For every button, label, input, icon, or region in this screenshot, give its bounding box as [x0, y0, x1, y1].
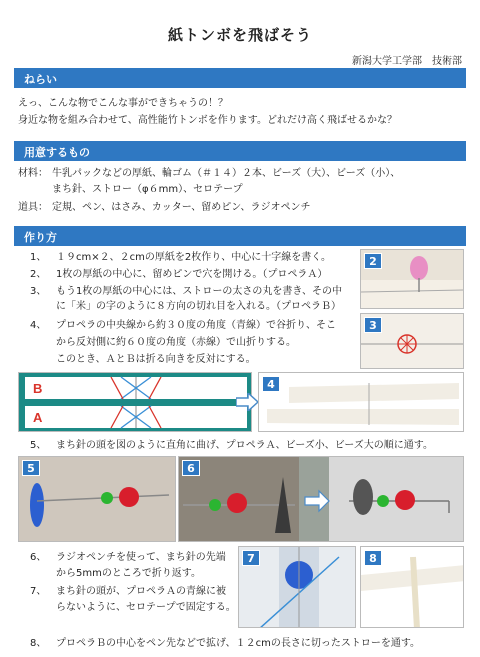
figure-7-photo [238, 546, 356, 628]
step-number: 1、 [30, 252, 47, 263]
step-number: 2、 [30, 269, 47, 280]
step-text: らないように、セロテープで固定する。 [56, 602, 236, 613]
step-4 [30, 318, 336, 333]
figure-number: 5 [22, 460, 40, 476]
figure-number: 6 [182, 460, 200, 476]
page-title: 紙トンボを飛ばそう [167, 26, 312, 44]
figure-number: 7 [242, 550, 260, 566]
step-text: １９cm×２、２cmの厚紙を2枚作り、中心に十字線を書く。 [56, 252, 332, 263]
step-number: 3、 [30, 286, 47, 297]
figure-6-photo [178, 456, 464, 542]
tools-line: 定規、ペン、はさみ、カッター、留めピン、ラジオペンチ [52, 202, 311, 213]
step-6-cont [30, 566, 201, 581]
materials-line-1: 牛乳パックなどの厚紙、輪ゴム（＃１４）２本、ビーズ（大）、ビーズ（小）、 [52, 168, 401, 179]
figure-number: 2 [364, 253, 382, 269]
step-8 [30, 636, 420, 651]
figure-5-photo [18, 456, 176, 542]
step-7-cont [30, 600, 236, 615]
step-4-note [30, 352, 256, 367]
fold-label-b: B [33, 381, 43, 396]
materials-label: 材料： [18, 168, 48, 179]
step-number: 6、 [30, 552, 47, 563]
aim-line-1: えっ、こんな物でこんな事ができちゃうの！？ [18, 98, 228, 109]
folded-propeller-illustration [259, 373, 464, 432]
step-text: プロペラＢの中心をペン先などで拡げ、１２cmの長さに切ったストローを通す。 [56, 638, 421, 649]
arrow-right-icon [236, 393, 258, 411]
step-text: ラジオペンチを使って、まち針の先端 [56, 552, 226, 563]
step-2 [30, 267, 327, 282]
step-text: まち針の頭を図のように直角に曲げ、プロペラＡ、ビーズ小、ビーズ大の順に通す。 [56, 440, 433, 451]
propeller-fold-lines-illustration [19, 373, 252, 432]
fold-diagram [18, 372, 252, 432]
bent-pin-illustration [179, 457, 464, 542]
section-heading-method: 作り方 [14, 226, 466, 246]
step-number: 8、 [30, 638, 47, 649]
step-text: プロペラの中央線から約３０度の角度（青線）で谷折り、そこ [56, 320, 336, 331]
step-number: 4、 [30, 320, 47, 331]
step-text: 1枚の厚紙の中心に、留めピンで穴を開ける。（プロペラＡ） [56, 269, 328, 280]
figure-4-photo [258, 372, 464, 432]
figure-number: 3 [364, 317, 382, 333]
figure-number: 8 [364, 550, 382, 566]
step-text: もう1枚の厚紙の中心には、ストローの太さの丸を書き、その中 [56, 286, 342, 297]
step-text: から反対側に約６０度の角度（赤線）で山折りする。 [56, 337, 296, 348]
step-3-cont [30, 299, 341, 314]
aim-line-2: 身近な物を組み合わせて、高性能竹トンボを作ります。どれだけ高く飛ばせるかな？ [18, 115, 397, 126]
pin-with-beads-illustration [19, 457, 176, 542]
figure-8-photo [360, 546, 464, 628]
step-6 [30, 550, 226, 565]
tools-label: 道具： [18, 202, 48, 213]
step-5 [30, 438, 433, 453]
step-4-cont [30, 335, 296, 350]
materials-line-2: まち針、ストロー（φ６mm）、セロテープ [52, 184, 243, 195]
step-text: このとき、ＡとＢは折る向きを反対にする。 [56, 354, 256, 365]
step-1 [30, 250, 331, 265]
fold-label-a: A [33, 410, 43, 425]
figure-number: 4 [262, 376, 280, 392]
section-heading-aim: ねらい [14, 68, 466, 88]
step-text: から5mmのところで折り返す。 [56, 568, 201, 579]
step-3 [30, 284, 342, 299]
step-number: 7、 [30, 586, 47, 597]
step-text: まち針の頭が、プロペラＡの青線に被 [56, 586, 226, 597]
author: 新潟大学工学部 技術部 [352, 56, 462, 67]
step-7 [30, 584, 226, 599]
figure-3-photo [360, 313, 464, 369]
section-heading-materials: 用意するもの [14, 141, 466, 161]
step-text: に「米」の字のように８方向の切れ目を入れる。（プロペラＢ） [56, 301, 341, 312]
step-number: 5、 [30, 440, 47, 451]
figure-2-photo [360, 249, 464, 309]
